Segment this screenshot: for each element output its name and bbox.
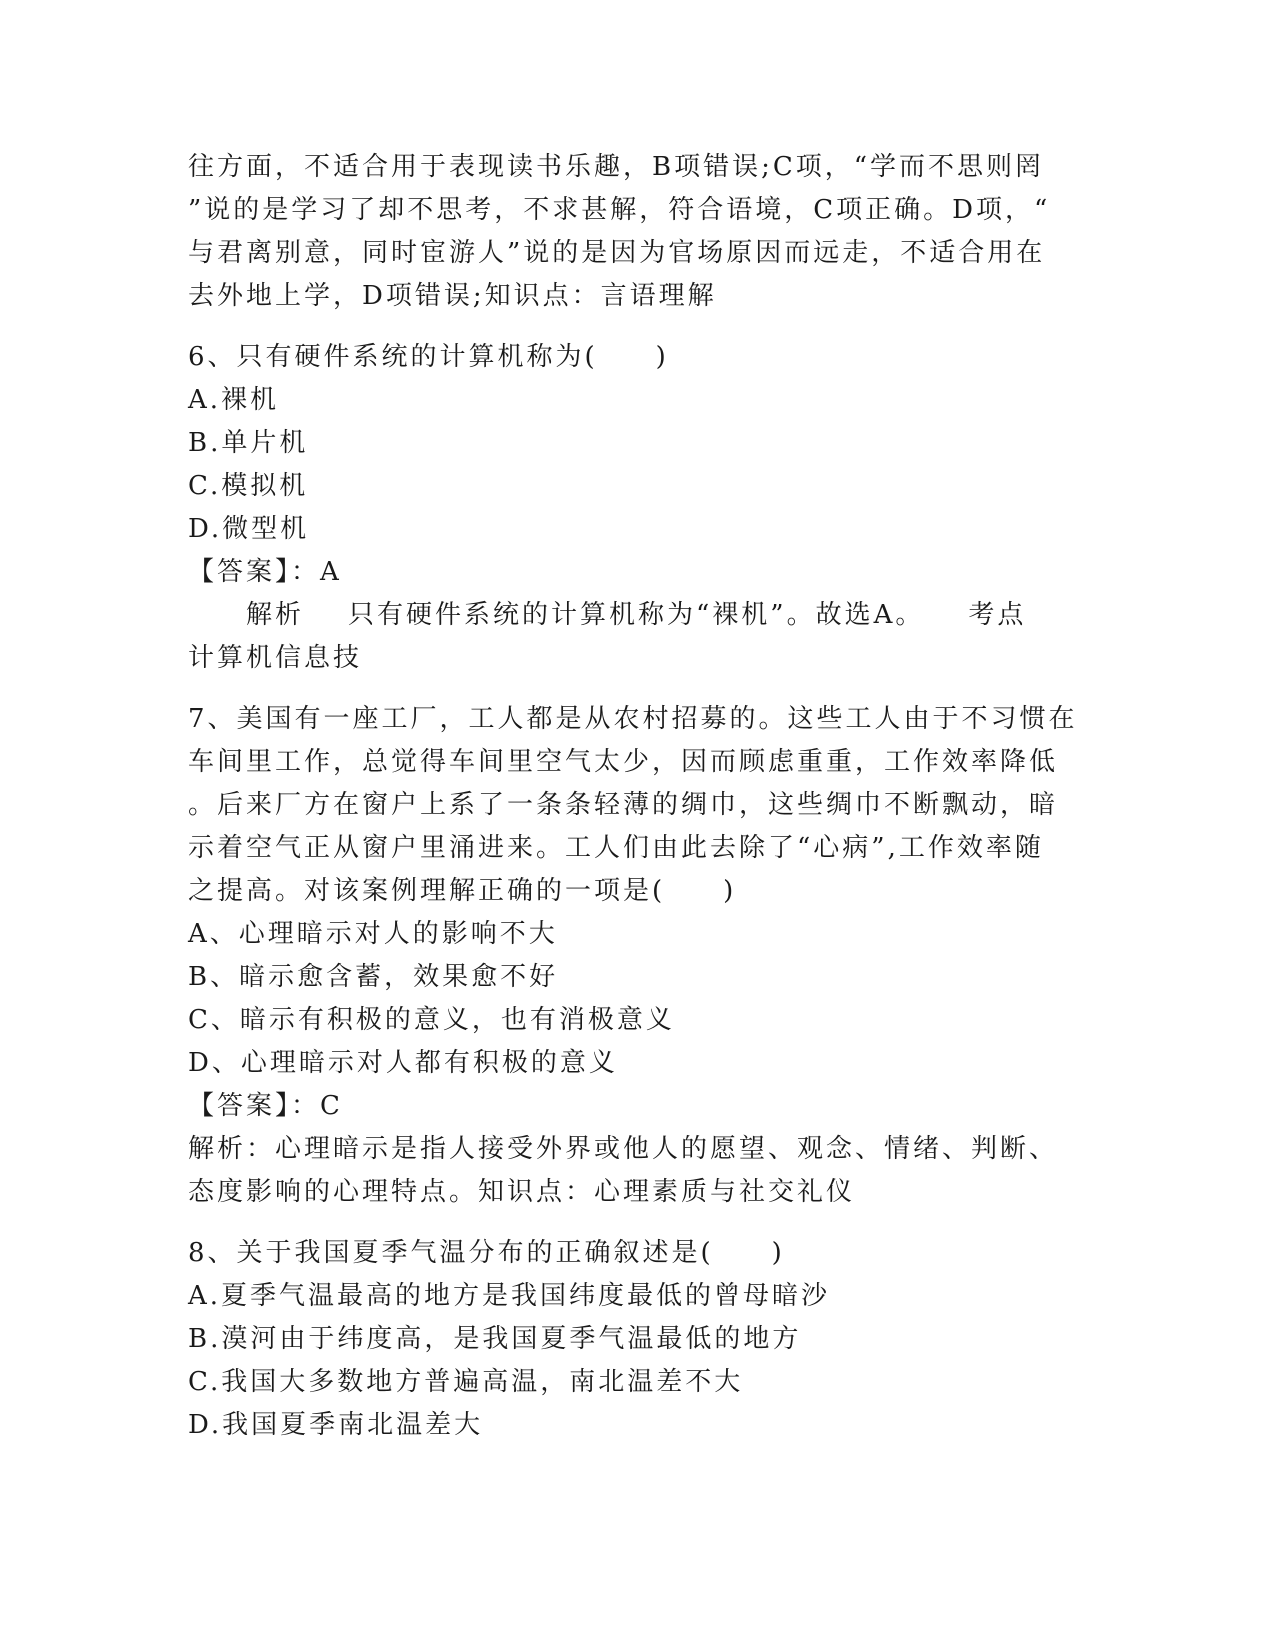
question-7 <box>188 698 1088 1214</box>
option-a: A、心理暗示对人的影响不大 <box>188 919 558 949</box>
question-stem: 之提高。对该案例理解正确的一项是( ) <box>188 876 737 906</box>
option-a: A.夏季气温最高的地方是我国纬度最低的曾母暗沙 <box>188 1281 831 1311</box>
answer-line: 【答案】：A <box>188 557 342 587</box>
option-b: B.漠河由于纬度高，是我国夏季气温最低的地方 <box>188 1324 802 1354</box>
option-c: C、暗示有积极的意义，也有消极意义 <box>188 1005 675 1035</box>
option-d: D.我国夏季南北温差大 <box>188 1410 484 1440</box>
question-stem: 8、关于我国夏季气温分布的正确叙述是( ) <box>188 1238 785 1268</box>
document-page <box>188 146 1088 1447</box>
option-b: B.单片机 <box>188 428 309 458</box>
option-b: B、暗示愈含蓄，效果愈不好 <box>188 962 559 992</box>
question-stem: 6、只有硬件系统的计算机称为( ) <box>188 342 669 372</box>
kaodian-text: 计算机信息技 <box>188 643 363 673</box>
text-line: 与君离别意，同时宦游人”说的是因为官场原因而远走，不适合用在 <box>188 238 1046 268</box>
explanation-label: 解析 <box>246 600 305 630</box>
question-stem: 车间里工作，总觉得车间里空气太少，因而顾虑重重，工作效率降低 <box>188 747 1059 777</box>
text-line: 往方面，不适合用于表现读书乐趣，B项错误;C项，“学而不思则罔 <box>188 152 1045 182</box>
option-a: A.裸机 <box>188 385 280 415</box>
explanation-line: 解析：心理暗示是指人接受外界或他人的愿望、观念、情绪、判断、 <box>188 1134 1059 1164</box>
option-d: D.微型机 <box>188 514 310 544</box>
option-d: D、心理暗示对人都有积极的意义 <box>188 1048 618 1078</box>
explanation-line: 态度影响的心理特点。知识点：心理素质与社交礼仪 <box>188 1177 856 1207</box>
previous-explanation <box>188 146 1088 318</box>
explanation-line <box>188 594 1088 637</box>
question-stem: 。后来厂方在窗户上系了一条条轻薄的绸巾，这些绸巾不断飘动，暗 <box>188 790 1059 820</box>
option-c: C.我国大多数地方普遍高温，南北温差不大 <box>188 1367 744 1397</box>
question-stem: 示着空气正从窗户里涌进来。工人们由此去除了“心病”,工作效率随 <box>188 833 1044 863</box>
explanation-text: 只有硬件系统的计算机称为“裸机”。故选A。 <box>348 600 925 630</box>
kaodian-label: 考点 <box>968 600 1027 630</box>
question-stem: 7、美国有一座工厂，工人都是从农村招募的。这些工人由于不习惯在 <box>188 704 1078 734</box>
question-6 <box>188 336 1088 680</box>
option-c: C.模拟机 <box>188 471 309 501</box>
text-line: 去外地上学，D项错误;知识点：言语理解 <box>188 281 717 311</box>
answer-line: 【答案】：C <box>188 1091 343 1121</box>
question-8 <box>188 1232 1088 1447</box>
text-line: ”说的是学习了却不思考，不求甚解，符合语境，C项正确。D项，“ <box>188 195 1051 225</box>
